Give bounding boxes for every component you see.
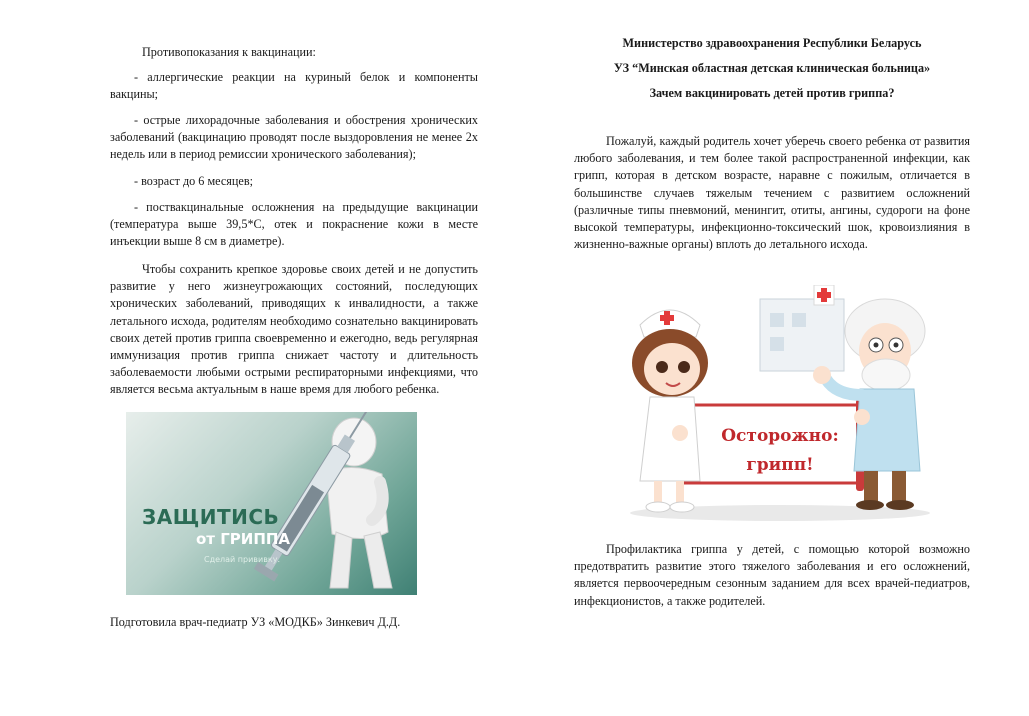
contraindication-item: - острые лихорадочные заболевания и обострения хронических заболеваний (вакцинацию проводят после выздоровления не менее 2х недель или в период ремиссии хронического заболевания); [110, 113, 478, 162]
warning-line2: грипп! [746, 455, 814, 475]
banner-line2: от ГРИППА [196, 530, 291, 548]
health-paragraph: Чтобы сохранить крепкое здоровье своих детей и не допустить развитие у него жизнеугрожающих состояний, последующих хронических заболеваний, приводящих к инвалидности, а также летального исхода, родителям необходимо сознательно вакцинировать своих детей против гриппа своевременно и ежегодно, ведь регулярная иммунизация против гриппа снижает частоту и длительность заболеваемости любыми острыми респираторными инфекциями, что является весьма актуальным в наше время для любого ребенка. [110, 262, 478, 397]
warning-line1: Осторожно: [721, 426, 839, 446]
header-hospital: УЗ “Минская областная детская клиническая больница» [613, 61, 931, 75]
header-question: Зачем вакцинировать детей против гриппа? [649, 86, 895, 100]
contraindication-item: - аллергические реакции на куриный белок и компоненты вакцины; [110, 70, 478, 102]
contraindications-title: Противопоказания к вакцинации: [142, 45, 316, 59]
parent-paragraph: Пожалуй, каждый родитель хочет уберечь своего ребенка от развития любого заболевания, и тем более такой распространенной инфекции, как грипп, которая в детском возрасте, наравне с пожилым, отличается в большинстве случаев тяжелым течением с развитием осложнений (различные типы пневмоний, менингит, отиты, ангины, судороги на фоне высокой температуры, инфекционно-токсический шок, кровоизлияния в жизненно-важные органы) вплоть до летального исхода. [574, 134, 970, 252]
syringe-figure-icon [126, 412, 417, 595]
contraindication-item: - поствакцинальные осложнения на предыдущие вакцинации (температура выше 39,5*С, отек и покраснение кожи в месте инъекции выше 8 см в диаметре). [110, 200, 478, 249]
contraindication-item: - возраст до 6 месяцев; [134, 174, 253, 188]
author-signature: Подготовила врач-педиатр УЗ «МОДКБ» Зинкевич Д.Д. [110, 615, 401, 629]
hospital-icon [760, 285, 844, 371]
banner-line1: ЗАЩИТИСЬ [142, 505, 280, 529]
protect-banner-image [126, 412, 417, 595]
prevention-paragraph: Профилактика гриппа у детей, с помощью которой возможно предотвратить развитие этого тяжелого заболевания и его осложнений, является первоочередным сезонным заданием для всех врачей-педиатров, инфекционистов, а также родителей. [574, 542, 970, 608]
banner-line3: Сделай прививку. [204, 555, 281, 564]
header-ministry: Министерство здравоохранения Республики Беларусь [622, 36, 922, 50]
nurse-doctor-illustration [600, 285, 950, 525]
